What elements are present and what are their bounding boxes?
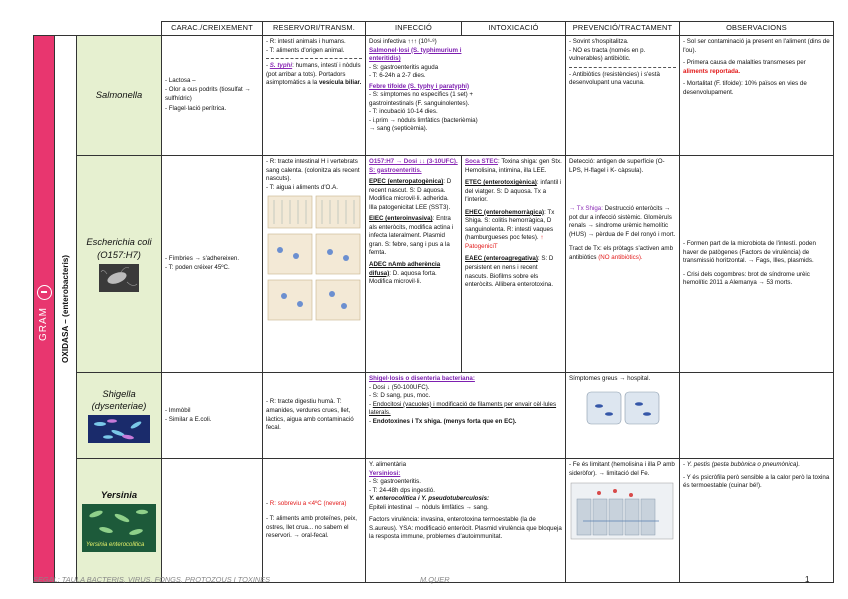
infec-yersinia-top: Y. alimentària xyxy=(369,461,407,468)
name-ecoli-sub: (O157:H7) xyxy=(97,248,141,260)
name-shigella-sub: (dysenteriae) xyxy=(91,400,147,411)
gram-label: GRAM xyxy=(38,306,50,341)
name-shigella xyxy=(77,373,162,459)
eaec-heading: EAEC (enteroagregativa) xyxy=(465,255,538,263)
row-shigella xyxy=(34,373,834,459)
shigellosis-heading: Shigel·losis o disenteria bacteriana: xyxy=(369,375,475,382)
epec-heading: EPEC (enteropatogènica) xyxy=(369,178,444,186)
carac-shigella: - Immòbil - Similar a E.coli. xyxy=(162,373,263,459)
obs-yersinia: - Y. pestis (pesta bubònica o pneumònica). - Y és psicròfila però sensible a la calor però la toxina és termoestable (cuinar bé!). xyxy=(680,459,834,583)
name-salmonella-text: Salmonella xyxy=(95,89,143,101)
prev-shigella-text: Símptomes greus → hospital. xyxy=(569,375,651,382)
typhi-text: : humans, intestí i nòduls (pot arribar a tots). Portadors asimptomàtics a la xyxy=(266,62,361,87)
typhi-text-bold: vesícula biliar. xyxy=(318,79,362,87)
infec-ecoli: O157:H7 → Dosi ↓↓ (3-10UFC). S: gastroenteritis. EPEC (enteropatogènica): D recent nascut. S: D aquosa. Modifica microvil·li. adherida. Illa patogenicitat LEE (SST3). EIEC (enteroinvasiva): Entra als enteròcits, modifica actina i infecta lateralment. Plasmid gran. S: febre, sang i pus a la femta. ADEC nAmb adherència difusa): D. aquosa forta. Modifica microvil·li. xyxy=(366,156,462,373)
yersinia-route: Epiteli intestinal → nòduls limfàtics → sang. xyxy=(369,503,489,511)
row-salmonella xyxy=(34,36,834,156)
yersinia-species: Y. enterocolitica i Y. pseudotuberculosis: xyxy=(369,495,490,503)
typhi-label: S. typhi xyxy=(269,62,293,70)
row-ecoli xyxy=(34,156,834,373)
header-carac: CARAC./CREIXEMENT xyxy=(162,22,263,36)
eiec-heading: EIEC (enteroinvasiva) xyxy=(369,215,433,223)
header-infeccio: INFECCIÓ xyxy=(366,22,462,36)
oxidasa-cell xyxy=(55,36,77,583)
ehec-heading: EHEC (enterohemorràgica) xyxy=(465,208,545,216)
header-intoxicacio: INTOXICACIÓ xyxy=(462,22,566,36)
infec-yersinia: Y. alimentària Yersiniosi: - S: gastroenteritis. - T: 24-48h dps ingestió. Y. enterocolitica i Y. pseudotuberculosis: Epiteli intestinal → nòduls limfàtics → sang. Factors virulència: invasina, enterotoxina termoestable (la de S.aureus). YSA: modificació enteròcit. Plasmid virulència que bloqueja la resposta immune, problemes d'autoimmunitat. xyxy=(366,459,566,583)
name-shigella-text: Shigella xyxy=(102,387,136,399)
intox-ecoli: Soca STEC: Toxina shiga: gen Stx. Hemolisina, intimina, illa LEE. ETEC (enterotoxigènica): infantil i del viatger. S: D aquosa. Tx a l'interior. EHEC (enterohemorràgica): Tx Shiga. S: colitis hemorràgica, D sanguinolenta. R: intestí vaques (hamburgueses poc fetes). ↑ PatogeniciT EAEC (enteroagregativa): S: D persistent en nens i recent nascuts. Biofilms sobre els enteròcits. Allibera enterotoxina. xyxy=(462,156,566,373)
name-ecoli-text: Escherichia coli xyxy=(86,236,152,248)
infec-dosi: Dosi infectiva ↑↑↑ (10⁶-⁸) xyxy=(369,38,437,45)
prev-salmonella: - Sovint s'hospitalitza. - NO es tracta (només en p. vulnerables) antibiòtic. - Antibiòtics (resistències) i s'està desenvolupant una vacuna. xyxy=(566,36,680,156)
shigella-micrograph-image xyxy=(88,415,150,443)
carac-item: - Flagel·lació perítrica. xyxy=(165,104,227,112)
infec-salmoneloisi-heading: Salmonel·losi (S. typhimurium i enteritidis) xyxy=(369,46,462,63)
name-yersinia xyxy=(77,459,162,583)
yersinia-virulence: Factors virulència: invasina, enterotoxina termoestable (la de S.aureus). YSA: modificació enteròcit. Plasmid virulència que bloqueja la resposta immune, problemes d'autoimmunitat. xyxy=(369,516,562,541)
name-yersinia-text: Yersinia xyxy=(100,488,138,500)
carac-ecoli: - Fímbries → s'adhereixen. - T: poden créixer 45ºC. xyxy=(162,156,263,373)
infec-febre-heading: Febre tifoide (S. typhy i paratyphi) xyxy=(369,82,470,90)
obs-salmonella: - Sol ser contaminació ja present en l'aliment (dins de l'ou). - Primera causa de malalties transmeses per aliments reportada. - Mortalitat (F. tifoide): 10% països en vies de desenvolupament. xyxy=(680,36,834,156)
etec-heading: ETEC (enterotoxigènica) xyxy=(465,179,537,187)
ecoli-pathotypes-diagram xyxy=(266,194,362,324)
bacteria-table xyxy=(33,21,834,583)
yersinia-image-caption: Yersinia enterocolitica xyxy=(86,542,145,549)
page-number: 1 xyxy=(805,575,810,584)
name-ecoli xyxy=(77,156,162,373)
prev-ecoli: Detecció: antigen de superfície (O-LPS, H-flagel i K- càpsula). → Tx Shiga: Destrucció enteròcits → pot dur a infecció sistèmic. Glomèruls renals → síndrome urèmic hemolític (HUS) → pèrdua de F del ronyó i mort. Tract de Tx: els pròtags s'activen amb antibiòtics (NO antibiòtics). xyxy=(566,156,680,373)
name-salmonella xyxy=(77,36,162,156)
header-observacions: OBSERVACIONS xyxy=(680,22,834,36)
infec-shigella: Shigel·losis o disenteria bacteriana: - Dosi ↓ (50-100UFC). - S: D sang, pus, moc. - Endocitosi (vacuoles) i modificació de filaments per envair cèl·lules laterals. - Endotoxines i Tx shiga. (menys forta que en EC). xyxy=(366,373,566,459)
footer-center: M.QUER xyxy=(420,575,450,584)
header-reservori: RESERVORI/TRANSM. xyxy=(263,22,366,36)
footer-left: SEGAL: TAULA BACTERIS, VIRUS, FONGS, PROTOZOUS I TOXINES xyxy=(33,575,271,584)
yersinia-epithelium-diagram xyxy=(569,481,675,541)
reservori-salmonella: - R: intestí animals i humans. - T: aliments d'origen animal. - S. typhi: humans, intestí i nòduls (pot arribar a tots). Portadors asimptomàtics a la vesícula biliar. xyxy=(263,36,366,156)
carac-item: - Olor a ous podrits (tiosulfat → sulfhídric) xyxy=(165,86,251,102)
gram-cell xyxy=(34,36,55,583)
yersiniosi-heading: Yersiniosi: xyxy=(369,469,401,477)
reservori-shigella: - R: tracte digestiu humà. T: amanides, verdures crues, llet, làctics, aigua amb contaminació fecal. xyxy=(263,373,366,459)
row-yersinia xyxy=(34,459,834,583)
shigella-cell-diagram xyxy=(583,388,663,428)
carac-item: - Lactosa – xyxy=(165,76,196,84)
carac-salmonella xyxy=(162,36,263,156)
reservori-r: R: intestí animals i humans. xyxy=(269,38,346,45)
reservori-yersinia: - R: sobreviu a <4ºC (nevera) - T: aliments amb proteïnes, peix, ostres, llet crua... no sabem el reservori. → oral-fecal. xyxy=(263,459,366,583)
adec-heading: ADEC nAmb adherència difusa) xyxy=(369,261,441,277)
obs-ecoli: - Formen part de la microbiota de l'intestí. poden haver de patògenes (Factors de virulència) de transmissió horitzontal. → Fags, Illes, plasmids. - Crisi dels cogombres: brot de síndrome urèic hemolític 2011 a Alemanya → 53 morts. xyxy=(680,156,834,373)
infec-o157: O157:H7 → Dosi ↓↓ (3-10UFC). S: gastroenteritis. xyxy=(369,158,458,174)
header-prevencio: PREVENCIÓ/TRACTAMENT xyxy=(566,22,680,36)
prev-shigella xyxy=(566,373,680,459)
ecoli-micrograph-image xyxy=(99,264,139,292)
header-row xyxy=(34,22,834,36)
obs-shigella xyxy=(680,373,834,459)
infec-salmonella: Dosi infectiva ↑↑↑ (10⁶-⁸) Salmonel·losi (S. typhimurium i enteritidis) - S: gastroenteritis aguda - T: 6-24h a 2-7 dies. Febre tifoide (S. typhy i paratyphi) - S: símptomes no específics (1 set) + gastrointestinals (F. sanguinolentes). - T: incubació 10-14 dies. - i.prim → nòduls limfàtics (bacterièmia) → sang (septicèmia). xyxy=(366,36,566,156)
carac-yersinia xyxy=(162,459,263,583)
minus-icon xyxy=(37,285,52,300)
oxidasa-label: OXIDASA – (enterobacteris) xyxy=(60,255,70,363)
stec-heading: Soca STEC xyxy=(465,158,499,165)
prev-yersinia: - Fe és limitant (hemolisina i illa P amb sideròfor). → limitació del Fe. xyxy=(566,459,680,583)
reservori-t: T: aliments d'origen animal. xyxy=(269,46,345,54)
yersinia-micrograph-image xyxy=(82,504,156,552)
reservori-ecoli: - R: tracte intestinal H i vertebrats sang calenta. (colonitza als recent nascuts). - T: aigua i aliments d'O.A. xyxy=(263,156,366,373)
